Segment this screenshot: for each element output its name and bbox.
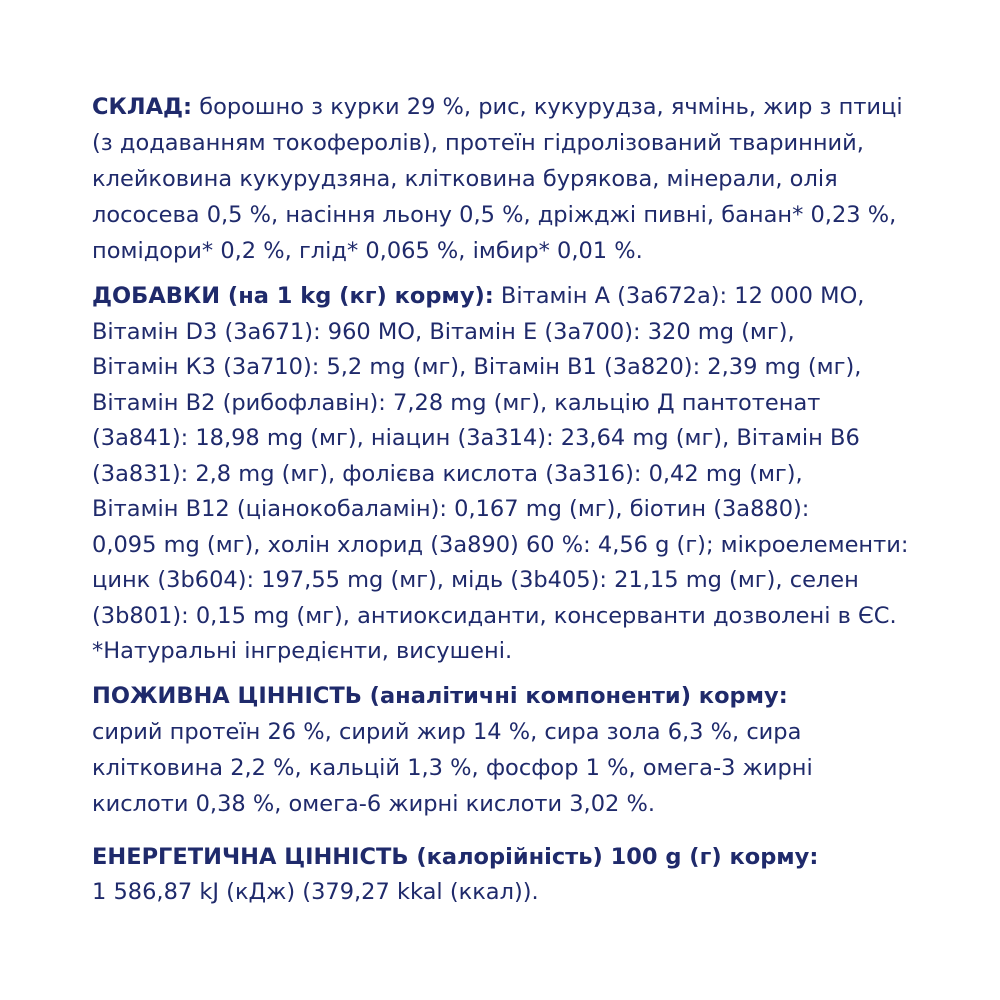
additives-line-4: Вітамін В2 (рибофлавін): 7,28 mg (мг), кальцію Д пантотенат (92, 389, 821, 416)
composition-line-3: клейковина кукурудзяна, клітковина бурякова, мінерали, олія (92, 166, 838, 192)
nutrition-line-1: сирий протеїн 26 %, сирий жир 14 %, сира зола 6,3 %, сира (92, 719, 802, 745)
nutrition-line-3: кислоти 0,38 %, омега-6 жирні кислоти 3,02 %. (92, 791, 656, 817)
additives-line-2: Вітамін D3 (3а671): 960 МО, Вітамін Е (3а700): 320 mg (мг), (92, 318, 795, 345)
energy-line-1: 1 586,87 kJ (кДж) (379,27 kkal (ккал)). (92, 879, 539, 905)
nutrition-line-2: клітковина 2,2 %, кальцій 1,3 %, фосфор 1 %, омега-3 жирні (92, 755, 813, 781)
additives-line-6: (3а831): 2,8 mg (мг), фолієва кислота (3а316): 0,42 mg (мг), (92, 460, 803, 487)
additives-line-5: (3а841): 18,98 mg (мг), ніацин (3а314): 23,64 mg (мг), Вітамін В6 (92, 425, 860, 451)
composition-line-5: помідори* 0,2 %, глід* 0,065 %, імбир* 0,01 %. (92, 238, 643, 264)
additives-line-7: Вітамін В12 (ціанокобаламін): 0,167 mg (мг), біотин (3а880): (92, 496, 810, 522)
additives-footnote: *Натуральні інгредієнти, висушені. (92, 638, 513, 664)
additives-line-10: (3b801): 0,15 mg (мг), антиоксиданти, консерванти дозволені в ЄС. (92, 602, 897, 629)
composition-line-1 (92, 89, 903, 125)
additives-line-1 (92, 278, 864, 314)
additives-line-3: Вітамін К3 (3а710): 5,2 mg (мг), Вітамін В1 (3а820): 2,39 mg (мг), (92, 354, 862, 380)
composition-line-2: (з додаванням токоферолів), протеїн гідролізований тваринний, (92, 130, 864, 156)
energy-label: ЕНЕРГЕТИЧНА ЦІННІСТЬ (калорійність) 100 g (г) корму: (92, 844, 819, 870)
additives-line-9: цинк (3b604): 197,55 mg (мг), мідь (3b405): 21,15 mg (мг), селен (92, 567, 859, 593)
additives-label: ДОБАВКИ (на 1 kg (кг) корму): (92, 283, 494, 309)
composition-label: СКЛАД: (92, 94, 193, 120)
composition-text-1: борошно з курки 29 %, рис, кукурудза, ячмінь, жир з птиці (192, 94, 903, 120)
composition-line-4: лососева 0,5 %, насіння льону 0,5 %, дріжджі пивні, банан* 0,23 %, (92, 202, 897, 228)
additives-line-8: 0,095 mg (мг), холін хлорид (3а890) 60 %: 4,56 g (г); мікроелементи: (92, 531, 909, 558)
nutrition-label: ПОЖИВНА ЦІННІСТЬ (аналітичні компоненти) корму: (92, 683, 788, 709)
additives-text-1: Вітамін А (3а672а): 12 000 МО, (493, 283, 865, 309)
